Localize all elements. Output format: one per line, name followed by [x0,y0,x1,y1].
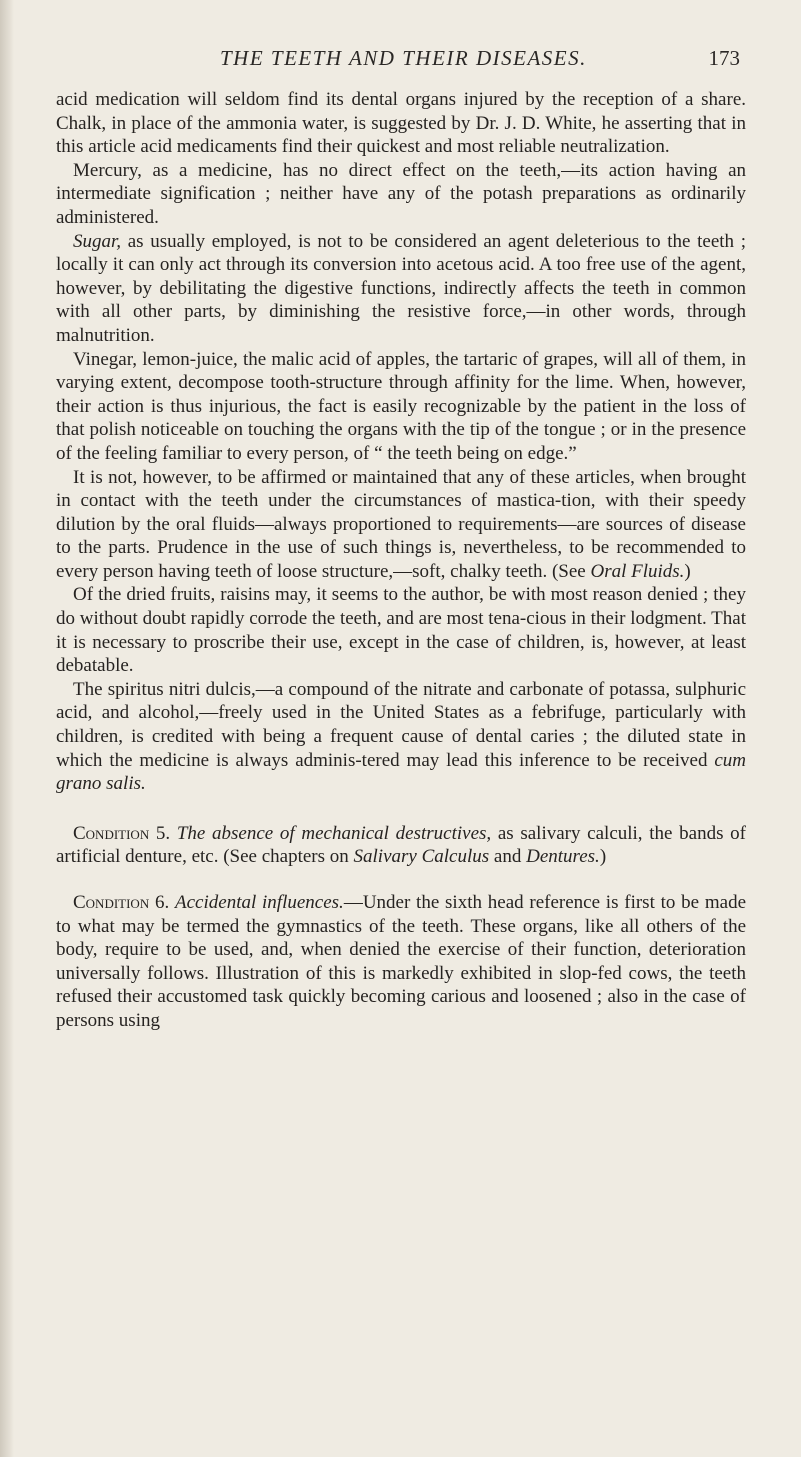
paragraph-text: acid medication will seldom find its dental organs injured by the reception of a share. Chalk, in place of the ammonia water, is suggested by Dr. J. D. White, he asserting that in this article acid medicaments find their quickest and most reliable neutralization. [56,89,746,158]
paragraph-text-end: ) [684,560,691,582]
running-title: THE TEETH AND THEIR DISEASES. [220,46,587,70]
condition-text-middle: and [489,846,527,868]
condition-title: The absence of mechanical destructives, [176,822,492,844]
cross-reference-dentures: Dentures. [526,846,600,868]
italic-term-sugar: Sugar, [73,230,122,252]
condition-5 [56,822,746,869]
page-number: 173 [708,46,740,70]
latin-phrase: cum grano salis. [56,749,746,795]
cross-reference-oral-fluids: Oral Fluids. [590,560,685,582]
paragraph-text: Vinegar, lemon-juice, the malic acid of apples, the tartaric of grapes, will all of them, in varying extent, decompose tooth-structure through affinity for the lime. When, however, their action is thus injurious, the fact is easily recognizable by the patient in the loss of that polish noticeable on touching the organs with the tip of the tongue ; or in the presence of the feeling familiar to every person, of “ the teeth being on edge.” [56,348,746,464]
body-text [56,88,746,1033]
paragraph-dried-fruits [56,583,746,677]
paragraph-acid-medication [56,88,746,159]
condition-label: Condition 5. [73,822,171,844]
condition-text-end: ) [599,846,607,868]
cross-reference-salivary-calculus: Salivary Calculus [353,846,490,868]
paragraph-spiritus [56,678,746,796]
paragraph-sugar [56,230,746,348]
condition-6 [56,891,746,1033]
paragraph-mercury [56,159,746,230]
condition-text: as salivary calculi, the bands of artificial denture, etc. (See chapters on [56,822,746,868]
running-header [80,46,740,76]
condition-title: Accidental influences. [175,892,344,913]
paragraph-text: Of the dried fruits, raisins may, it seems to the author, be with most reason denied ; they do without doubt rapidly corrode the teeth, and are most tena-cious in their lodgment. That it is necessary to proscribe their use, except in the case of children, is, however, at least debatable. [56,584,746,677]
paragraph-vinegar [56,348,746,466]
paragraph-text: Mercury, as a medicine, has no direct effect on the teeth,—its action having an intermediate signification ; neither have any of the potash preparations as ordinarily administered. [56,159,746,228]
binding-gutter-shadow [0,0,14,1457]
condition-label: Condition 6. [73,892,170,913]
paragraph-text: as usually employed, is not to be considered an agent deleterious to the teeth ; locally it can only act through its conversion into acetous acid. A too free use of the agent, however, by debilitating the digestive functions, indirectly affects the teeth in common with all other parts, by diminishing the resistive force,—in other words, through malnutrition. [56,230,746,346]
paragraph-text: It is not, however, to be affirmed or maintained that any of these articles, when brought in contact with the teeth under the circumstances of mastica-tion, with their speedy dilution by the oral fluids—always proportioned to requirements—are sources of disease to the parts. Prudence in the use of such things is, nevertheless, to be recommended to every person having teeth of loose structure,—soft, chalky teeth. (See [56,466,746,582]
paragraph-text: The spiritus nitri dulcis,—a compound of the nitrate and carbonate of potassa, sulphuric acid, and alcohol,—freely used in the United States as a febrifuge, particularly with children, is credited with being a frequent cause of dental caries ; the diluted state in which the medicine is always adminis-tered may lead this inference to be received [56,678,746,771]
condition-text: —Under the sixth head reference is first to be made to what may be termed the gymnastics of the teeth. These organs, like all others of the body, require to be used, and, when denied the exercise of their function, deterioration universally follows. Illustration of this is markedly exhibited in slop-fed cows, the teeth refused their accustomed task quickly becoming carious and loosened ; also in the case of persons using [56,892,747,1031]
paragraph-contact [56,466,746,584]
